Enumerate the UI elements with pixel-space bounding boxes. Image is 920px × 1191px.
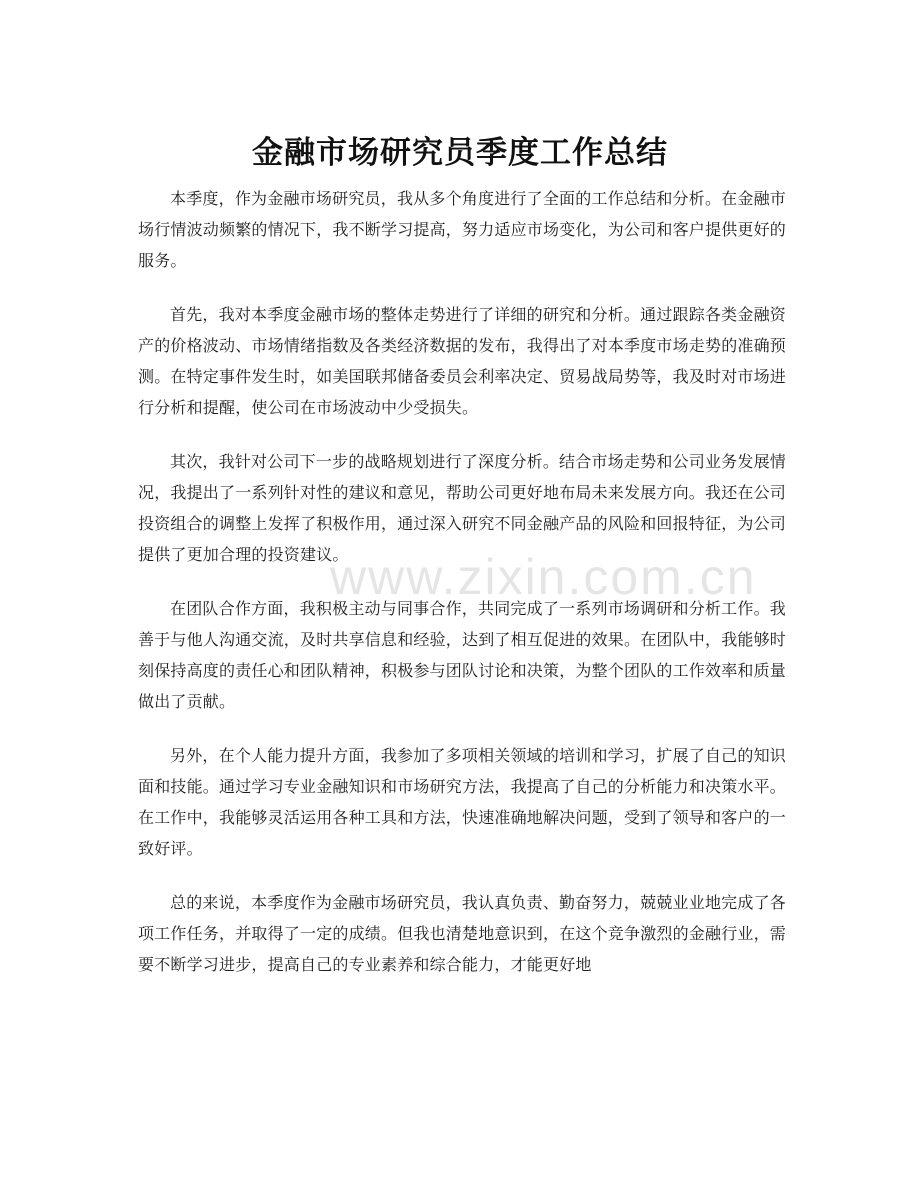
paragraph-self-improvement: 另外，在个人能力提升方面，我参加了多项相关领域的培训和学习，扩展了自己的知识面和技能。通过学习专业金融知识和市场研究方法，我提高了自己的分析能力和决策水平。在工作中，我能够灵活运用各种工具和方法，快速准确地解决问题，受到了领导和客户的一致好评。 xyxy=(138,746,787,858)
watermark: www.zixin.com.cn xyxy=(330,549,757,605)
paragraph-market-analysis: 首先，我对本季度金融市场的整体走势进行了详细的研究和分析。通过跟踪各类金融资产的价格波动、市场情绪指数及各类经济数据的发布，我得出了对本季度市场走势的准确预测。在特定事件发生时，如美国联邦储备委员会利率决定、贸易战局势等，我及时对市场进行分析和提醒，使公司在市场波动中少受损失。 xyxy=(138,305,787,417)
paragraph-intro: 本季度，作为金融市场研究员，我从多个角度进行了全面的工作总结和分析。在金融市场行情波动频繁的情况下，我不断学习提高，努力适应市场变化，为公司和客户提供更好的服务。 xyxy=(138,189,787,270)
paragraph-strategy: 其次，我针对公司下一步的战略规划进行了深度分析。结合市场走势和公司业务发展情况，我提出了一系列针对性的建议和意见，帮助公司更好地布局未来发展方向。我还在公司投资组合的调整上发挥了积极作用，通过深入研究不同金融产品的风险和回报特征，为公司提供了更加合理的投资建议。 xyxy=(138,452,787,564)
paragraph-conclusion: 总的来说，本季度作为金融市场研究员，我认真负责、勤奋努力，兢兢业业地完成了各项工作任务，并取得了一定的成绩。但我也清楚地意识到，在这个竞争激烈的金融行业，需要不断学习进步，提高自己的专业素养和综合能力，才能更好地 xyxy=(138,893,787,974)
document-body xyxy=(138,183,786,1003)
paragraph-teamwork: 在团队合作方面，我积极主动与同事合作，共同完成了一系列市场调研和分析工作。我善于与他人沟通交流，及时共享信息和经验，达到了相互促进的效果。在团队中，我能够时刻保持高度的责任心和团队精神，积极参与团队讨论和决策，为整个团队的工作效率和质量做出了贡献。 xyxy=(138,599,787,711)
document-title: 金融市场研究员季度工作总结 xyxy=(252,134,668,171)
